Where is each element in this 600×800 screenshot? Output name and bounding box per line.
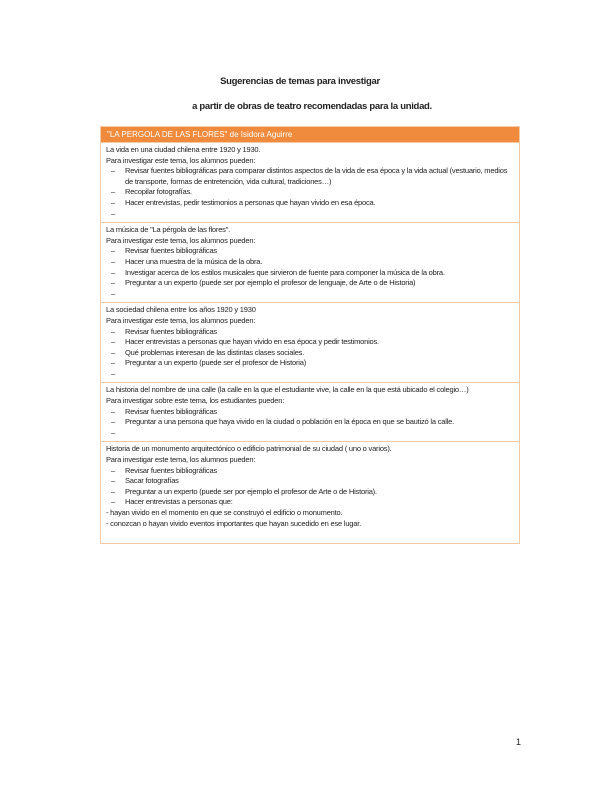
list-item: – Sacar fotografías: [106, 476, 514, 487]
topic-section-1: [101, 142, 519, 222]
list-item-empty: [106, 369, 514, 380]
topics-table: [100, 126, 520, 544]
page-number: 1: [516, 737, 522, 747]
sub-list-item: - conozcan o hayan vivido eventos importantes que hayan sucedido en ese lugar.: [106, 518, 361, 528]
topic-section-5: [101, 441, 519, 543]
topic-intro: Para investigar este tema, los alumnos pueden:: [106, 235, 256, 245]
topic-section-3: [101, 302, 519, 382]
list-item: – Qué problemas interesan de las distintas clases sociales.: [106, 348, 514, 359]
topic-list: [106, 327, 514, 380]
document-title-line1: Sugerencias de temas para investigar: [220, 76, 380, 87]
topic-intro: Para investigar este tema, los alumnos pueden:: [106, 155, 256, 165]
list-item: – Recopilar fotografías.: [106, 187, 514, 198]
list-item: – Preguntar a un experto (puede ser el profesor de Historia): [106, 358, 514, 369]
list-item: – Preguntar a un experto (puede ser por ejemplo el profesor de Arte o de Historia).: [106, 487, 514, 498]
list-item: – Revisar fuentes bibliográficas para comparar distintos aspectos de la vida de esa época y la vida actual (vestuario, medios de transporte, formas de entretención, vida cultural, tradiciones…): [106, 166, 514, 187]
document-title-line2: a partir de obras de teatro recomendadas para la unidad.: [192, 101, 432, 112]
list-item: – Investigar acerca de los estilos musicales que sirvieron de fuente para componer la música de la obra.: [106, 268, 514, 279]
sub-list-item: - hayan vivido en el momento en que se construyó el edificio o monumento.: [106, 508, 343, 517]
list-item-empty: [106, 428, 514, 439]
topic-intro: Para investigar sobre este tema, los estudiantes pueden:: [106, 396, 285, 406]
topic-section-2: [101, 222, 519, 302]
topic-title: La música de "La pérgola de las flores".: [106, 225, 231, 235]
topic-list: [106, 466, 514, 530]
list-item: – Hacer una muestra de la música de la obra.: [106, 257, 514, 268]
list-item-empty: [106, 209, 514, 220]
topic-intro: Para investigar este tema, los alumnos pueden:: [106, 315, 256, 325]
list-item: – Preguntar a un experto (puede ser por ejemplo el profesor de lenguaje, de Arte o de Historia): [106, 278, 514, 289]
topic-section-4: [101, 382, 519, 441]
list-item: – Revisar fuentes bibliográficas: [106, 246, 514, 257]
list-item: – Hacer entrevistas a personas que hayan vivido en esa época y pedir testimonios.: [106, 337, 514, 348]
list-item: – Hacer entrevistas a personas que:: [106, 497, 514, 508]
topic-list: [106, 407, 514, 439]
list-item-empty: [106, 289, 514, 300]
list-item: – Revisar fuentes bibliográficas: [106, 327, 514, 338]
topic-list: [106, 246, 514, 299]
topic-title: La historia del nombre de una calle (la calle en la que el estudiante vive, la calle en la que está ubicado el colegio…): [106, 385, 469, 395]
topic-intro: Para investigar este tema, los alumnos pueden:: [106, 455, 256, 465]
topic-title: Historia de un monumento arquitectónico o edificio patrimonial de su ciudad ( uno o varios).: [106, 444, 392, 454]
list-item: – Preguntar a una persona que haya vivido en la ciudad o población en la época en que se bautizó la calle.: [106, 417, 514, 428]
topic-title: La vida en una ciudad chilena entre 1920 y 1930.: [106, 145, 261, 154]
topic-list: [106, 166, 514, 219]
list-item: – Hacer entrevistas, pedir testimonios a personas que hayan vivido en esa época.: [106, 198, 514, 209]
topic-title: La sociedad chilena entre los años 1920 y 1930: [106, 305, 256, 315]
list-item: – Revisar fuentes bibliográficas: [106, 407, 514, 418]
list-item: – Revisar fuentes bibliográficas: [106, 466, 514, 477]
table-header: "LA PERGOLA DE LAS FLORES" de Isidora Aguirre: [101, 127, 519, 142]
